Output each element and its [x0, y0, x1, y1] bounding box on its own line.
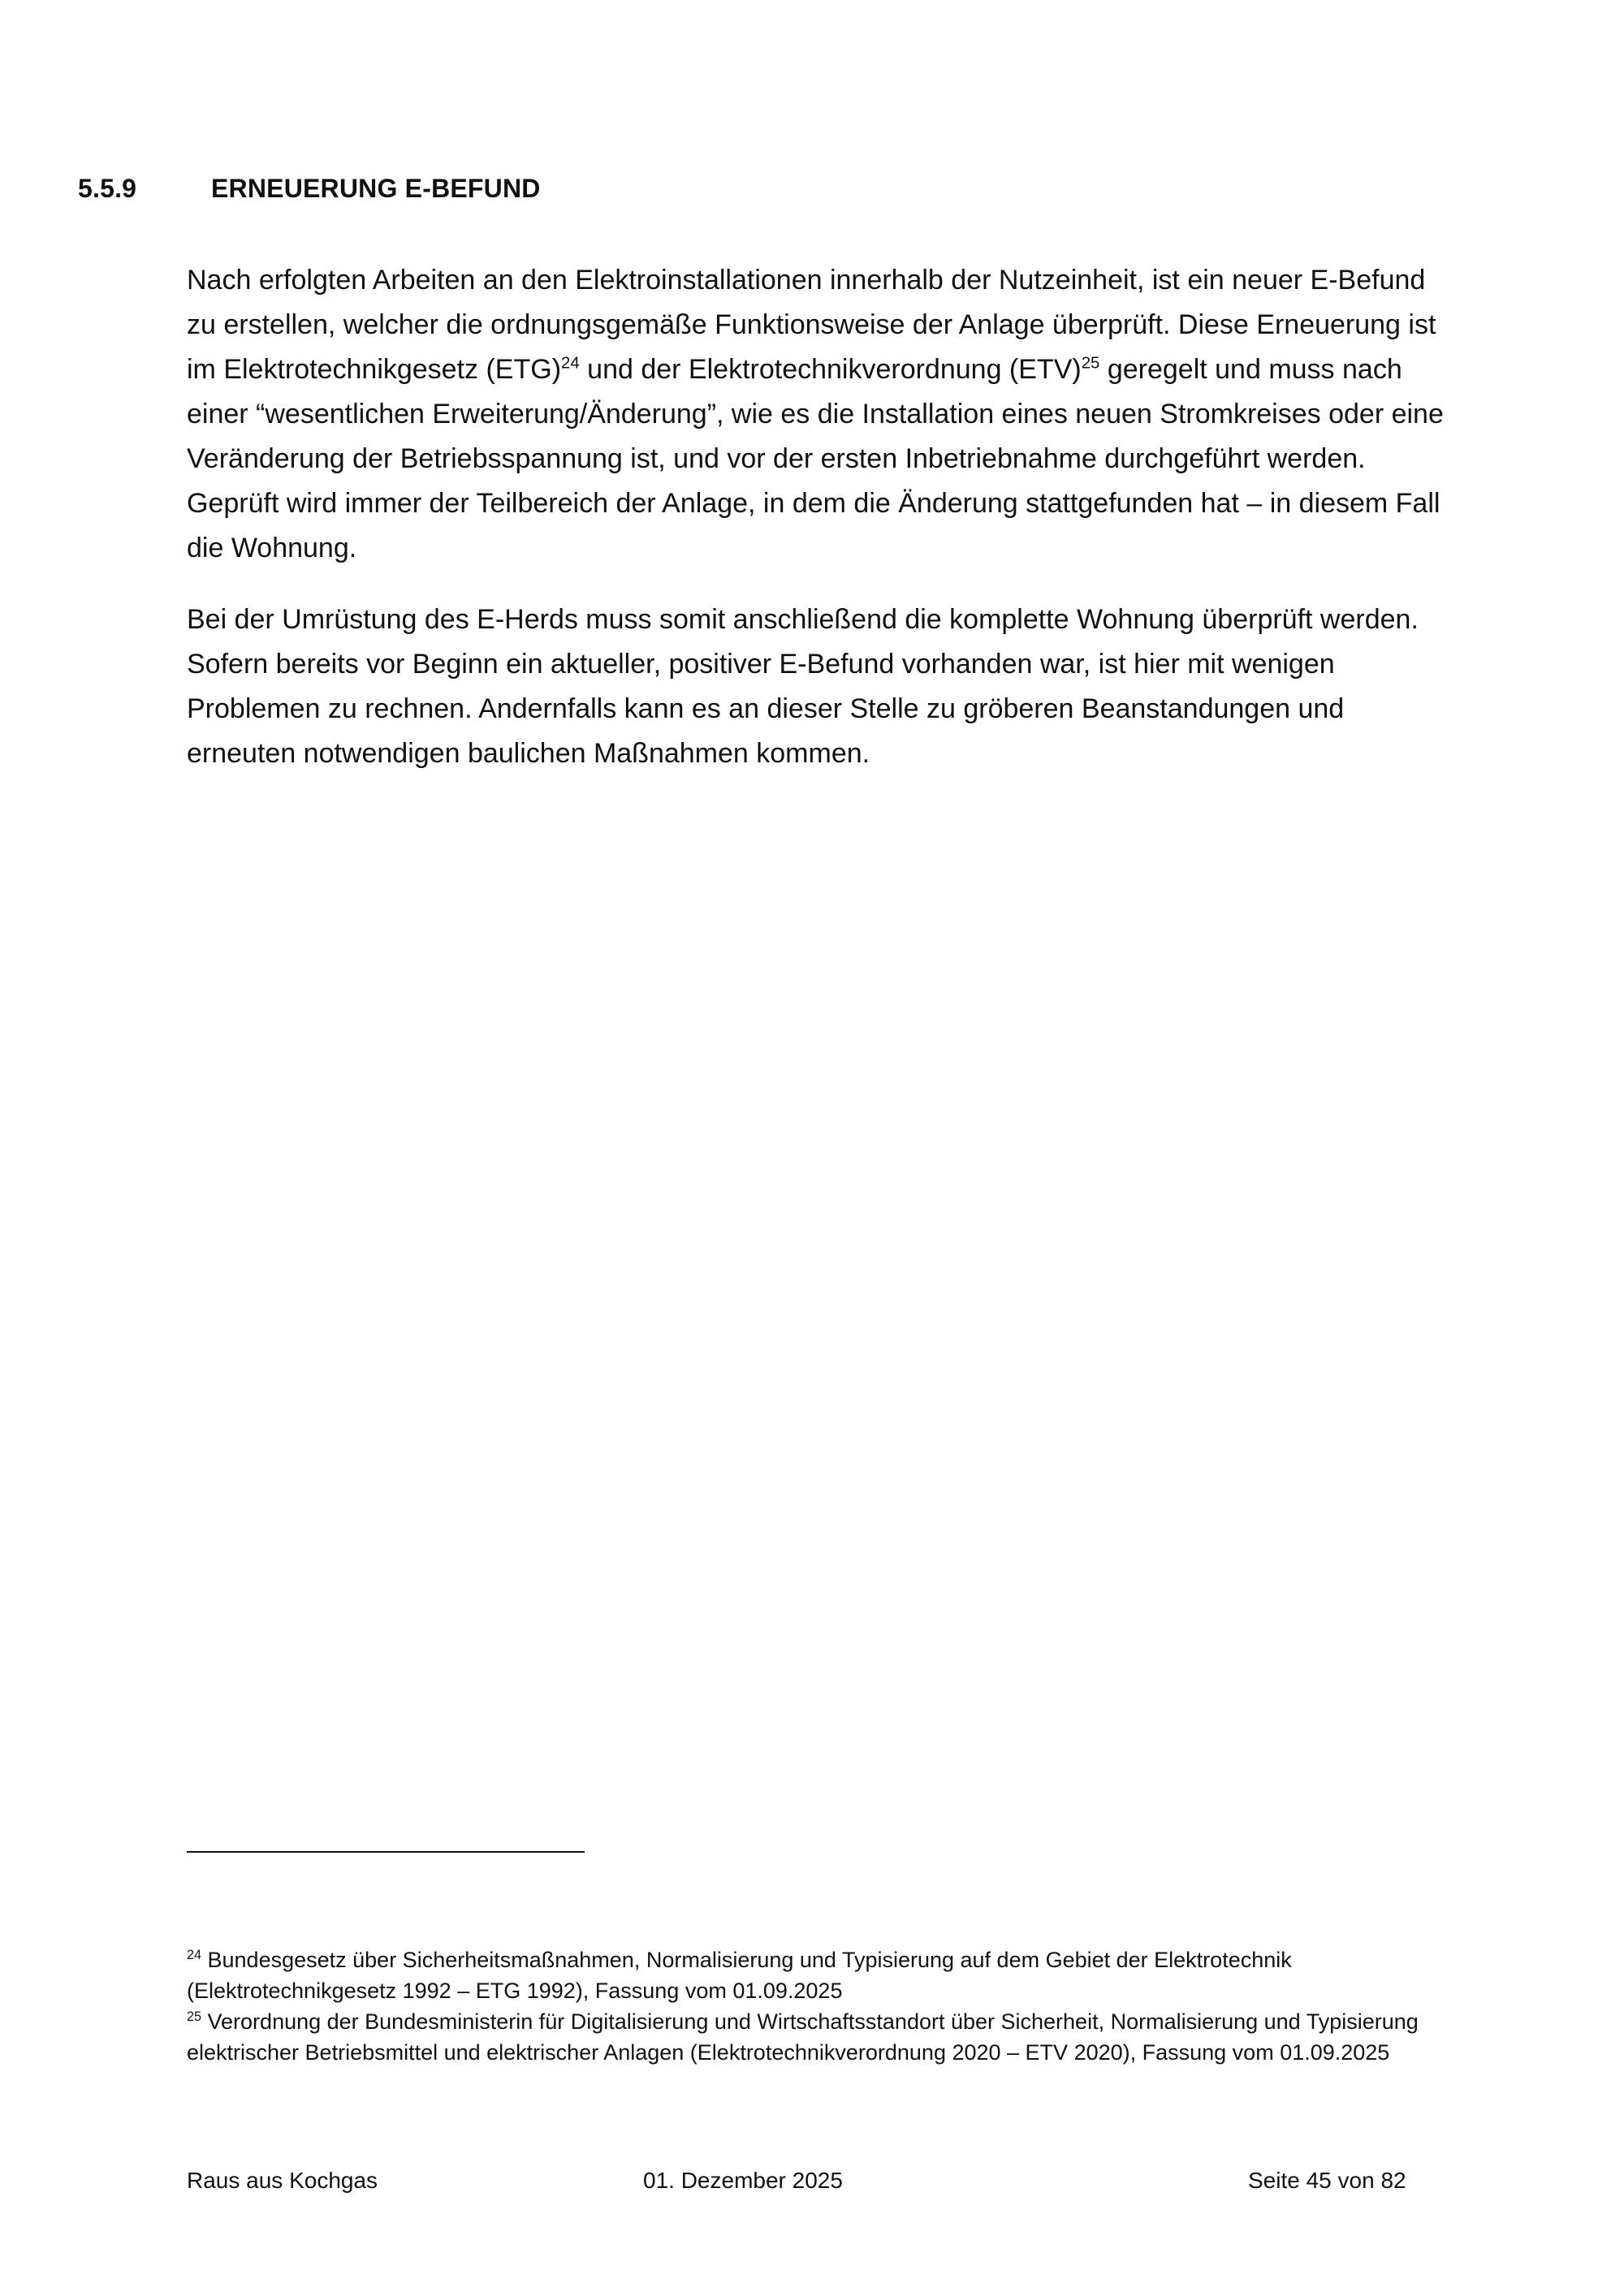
footnote-text: Verordnung der Bundesministerin für Digitalisierung und Wirtschaftsstandort über Sicherheit, Normalisierung und Typisierung elektrischer Betriebsmittel und elektrischer Anlagen (Elektrotechnikverordnung 2020 – ETV 2020), Fassung vom 01.09.2025	[187, 2009, 1419, 2065]
footnote-ref-25[interactable]: 25	[1081, 354, 1100, 373]
paragraph-1-part-1: Nach erfolgten Arbeiten an den Elektroinstallationen innerhalb der Nutzeinheit, ist ein neuer E-Befund zu erstellen, welcher die ordnungsgemäße Funktionsweise der Anlage überprüft. Diese Erneuerung ist im Elektrotechnikgesetz (ETG)	[187, 265, 1436, 385]
paragraph-1-part-3: geregelt und muss nach einer “wesentlichen Erweiterung/Änderung”, wie es die Installation eines neuen Stromkreises oder eine Veränderung der Betriebsspannung ist, und vor der ersten Inbetriebnahme durchgeführt werden. Geprüft wird immer der Teilbereich der Anlage, in dem die Änderung stattgefunden hat – in diesem Fall die Wohnung.	[187, 354, 1444, 563]
footnote-divider	[187, 1851, 585, 1853]
section-number: 5.5.9	[78, 174, 137, 203]
footnote-text: Bundesgesetz über Sicherheitsmaßnahmen, Normalisierung und Typisierung auf dem Gebiet der Elektrotechnik (Elektrotechnikgesetz 1992 – ETG 1992), Fassung vom 01.09.2025	[187, 1948, 1292, 2003]
footnotes	[187, 1944, 1470, 2068]
footnote-number: 24	[187, 1948, 202, 1962]
body-text	[187, 258, 1453, 803]
footnote-24	[187, 1944, 1470, 2006]
footer-document-title: Raus aus Kochgas	[187, 2168, 378, 2193]
footnote-25	[187, 2006, 1470, 2068]
paragraph-1	[187, 258, 1453, 571]
footnote-number: 25	[187, 2009, 202, 2024]
footnote-ref-24[interactable]: 24	[561, 354, 580, 373]
page-footer	[0, 2168, 1624, 2200]
paragraph-1-part-2: und der Elektrotechnikverordnung (ETV)	[579, 354, 1082, 385]
section-heading	[78, 174, 541, 204]
footer-page-number: Seite 45 von 82	[1248, 2168, 1406, 2193]
section-title: ERNEUERUNG E-BEFUND	[211, 174, 541, 203]
footer-date: 01. Dezember 2025	[643, 2168, 843, 2193]
paragraph-2: Bei der Umrüstung des E-Herds muss somit anschließend die komplette Wohnung überprüft werden. Sofern bereits vor Beginn ein aktueller, positiver E-Befund vorhanden war, ist hier mit wenigen Problemen zu rechnen. Andernfalls kann es an dieser Stelle zu gröberen Beanstandungen und erneuten notwendigen baulichen Maßnahmen kommen.	[187, 604, 1419, 769]
